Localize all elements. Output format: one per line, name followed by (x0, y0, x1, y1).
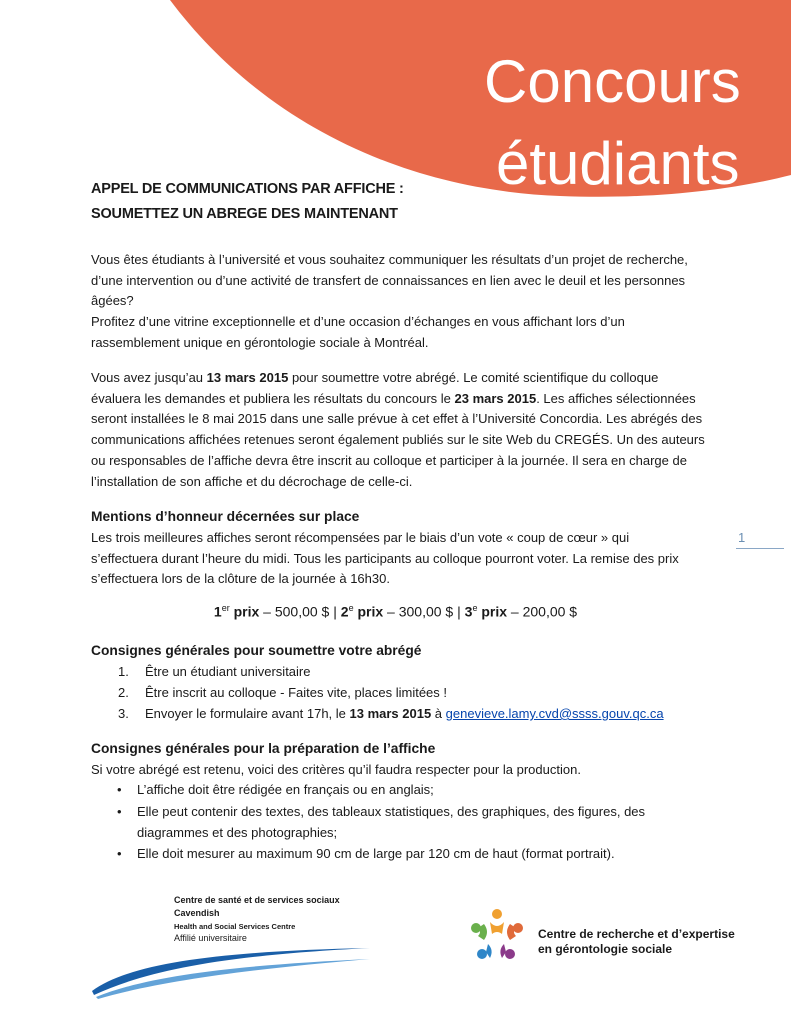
bullet-icon: • (117, 804, 122, 819)
prize1-label: prix (229, 603, 260, 620)
deadline-line: ou responsables de l’affiche devra être inscrit au colloque et participer à la journée. Il sera en charge de (91, 452, 687, 468)
submission-title: Consignes générales pour soumettre votre abrégé (91, 643, 422, 658)
page-number: 1 (738, 530, 746, 545)
prize2-label: prix (353, 603, 384, 620)
logo-line: Cavendish (174, 908, 220, 918)
bullet-icon: • (117, 782, 122, 797)
list-number: 3. (118, 706, 129, 721)
deadline-date: 13 mars 2015 (349, 706, 432, 721)
banner-title-line2: étudiants (496, 130, 740, 197)
deadline-text: pour soumettre votre abrégé. Le comité scientifique du colloque (288, 370, 659, 385)
honours-line: s’effectuera durant l’heure du midi. Tous les participants au colloque pourront voter. La remise des prix (91, 550, 679, 566)
prize1-suffix: er (221, 603, 230, 613)
prizes-line (0, 603, 791, 620)
main-heading-line1: APPEL DE COMMUNICATIONS PAR AFFICHE : (91, 181, 404, 197)
intro-line: rassemblement unique en gérontologie sociale à Montréal. (91, 334, 429, 350)
deadline-line: communications affichées retenues seront également publiés sur le site Web du CREGÉS. Un des auteurs (91, 432, 705, 448)
prize3-suffix: e (472, 603, 478, 613)
cssss-cavendish-logo (90, 893, 390, 1003)
poster-title: Consignes générales pour la préparation de l’affiche (91, 741, 436, 756)
prize1-value: – 500,00 $ | (259, 603, 341, 620)
logo-line: Health and Social Services Centre (174, 922, 296, 931)
people-circle-icon (468, 906, 526, 964)
honours-paragraph (91, 528, 711, 590)
list-item (145, 706, 664, 721)
bullet-icon: • (117, 846, 122, 861)
intro-line: âgées? (91, 293, 134, 309)
logo-line: Affilié universitaire (174, 933, 247, 943)
honours-line: Les trois meilleures affiches seront récompensées par le biais d’un vote « coup de cœur » qui (91, 530, 630, 545)
list-item: diagrammes et des photographies; (137, 825, 338, 840)
list-item: Être un étudiant universitaire (145, 664, 311, 679)
logo-line: en gérontologie sociale (538, 942, 673, 956)
deadline-text: évaluera les demandes et publiera les résultats du concours le (91, 390, 455, 406)
honours-line: s’effectuera lors de la clôture de la journée à 16h30. (91, 571, 390, 587)
list-item: Elle doit mesurer au maximum 90 cm de large par 120 cm de haut (format portrait). (137, 846, 615, 861)
swoosh-icon (90, 893, 390, 1003)
prize3-value: – 200,00 $ (507, 603, 578, 620)
deadline-text: Vous avez jusqu’au (91, 370, 207, 385)
list-item: Être inscrit au colloque - Faites vite, places limitées ! (145, 685, 448, 700)
list-number: 1. (118, 664, 129, 679)
honours-title: Mentions d’honneur décernées sur place (91, 509, 360, 524)
deadline-line: l’installation de son affiche et du décrochage de celle-ci. (91, 473, 413, 489)
banner-title-line1: Concours (484, 48, 741, 115)
results-date: 23 mars 2015 (454, 390, 537, 406)
main-heading-line2: SOUMETTEZ UN ABREGE DES MAINTENANT (91, 206, 398, 222)
deadline-paragraph (91, 368, 711, 492)
intro-paragraph (91, 250, 711, 354)
deadline-line: seront installées le 8 mai 2015 dans une salle prévue à cet effet à l’Université Concordia. Les abrégés des (91, 411, 703, 427)
intro-line: d’une intervention ou d’une activité de transfert de connaissances en lien avec le deuil et les personnes (91, 272, 686, 288)
prize1-rank: 1 (213, 603, 222, 620)
logo-line: Centre de recherche et d’expertise (538, 927, 735, 941)
intro-line: Profitez d’une vitrine exceptionnelle et d’une occasion d’échanges en vous affichant lors d’un (91, 314, 625, 330)
intro-line: Vous êtes étudiants à l’université et vous souhaitez communiquer les résultats d’un projet de recherche, (91, 252, 688, 267)
prize3-rank: 3 (464, 603, 473, 620)
cregés-logo (468, 906, 735, 966)
prize2-value: – 300,00 $ | (383, 603, 465, 620)
list-item-text: à (431, 706, 446, 721)
list-item: Elle peut contenir des textes, des tableaux statistiques, des graphiques, des figures, des (137, 804, 646, 819)
prize3-label: prix (477, 603, 508, 620)
list-item-text: Envoyer le formulaire avant 17h, le (145, 706, 350, 721)
poster-intro: Si votre abrégé est retenu, voici des critères qu’il faudra respecter pour la production. (91, 762, 581, 777)
list-number: 2. (118, 685, 129, 700)
prize2-rank: 2 (340, 603, 349, 620)
logo-line: Centre de santé et de services sociaux (174, 895, 340, 905)
deadline-date: 13 mars 2015 (206, 370, 289, 385)
email-link[interactable]: genevieve.lamy.cvd@ssss.gouv.qc.ca (445, 706, 664, 721)
deadline-text: . Les affiches sélectionnées (536, 390, 696, 406)
page-number-rule (736, 548, 784, 549)
prize2-suffix: e (348, 603, 354, 613)
list-item: L’affiche doit être rédigée en français ou en anglais; (137, 782, 434, 797)
